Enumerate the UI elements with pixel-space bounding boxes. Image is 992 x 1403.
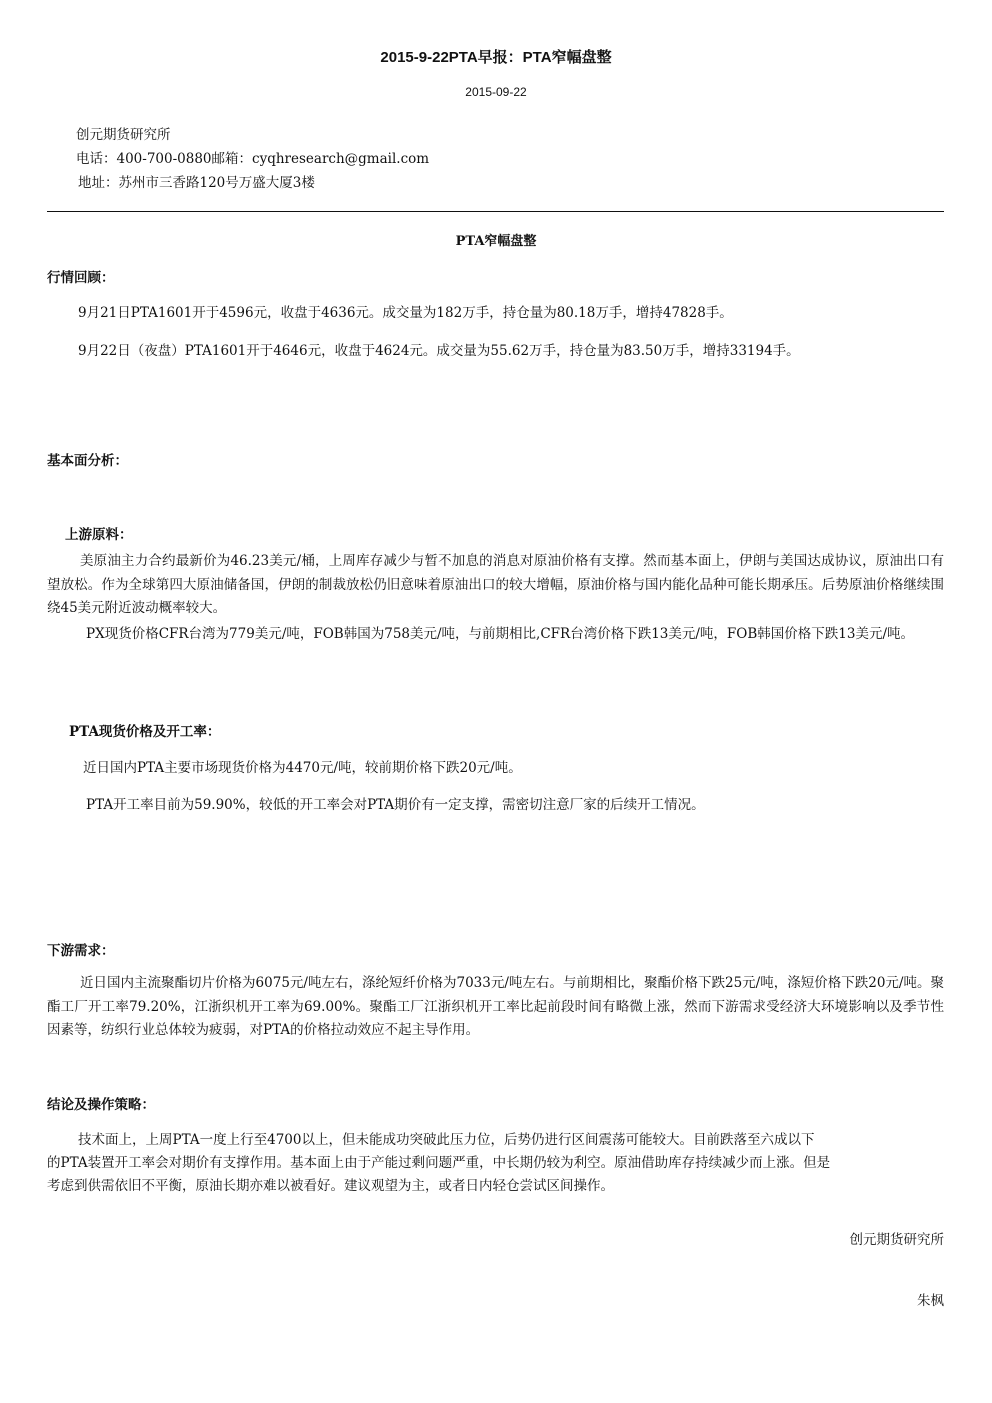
- review-heading: 行情回顾：: [47, 270, 115, 286]
- signature-author: 朱枫: [917, 1293, 944, 1309]
- fundamental-heading: 基本面分析：: [47, 453, 128, 469]
- signature-org: 创元期货研究所: [849, 1232, 944, 1248]
- downstream-paragraph: 近日国内主流聚酯切片价格为6075元/吨左右，涤纶短纤价格为7033元/吨左右。与前期相比，聚酯价格下跌25元/吨，涤短价格下跌20元/吨。聚酯工厂开工率79.20%，江浙织机开工率为69.00%。聚酯工厂江浙织机开工率比起前段时间有略微上涨，然而下游需求受经济大环境影响以及季节性因素等，纺织行业总体较为疲弱，对PTA的价格拉动效应不起主导作用。: [47, 975, 944, 1038]
- upstream-heading: 上游原料：: [65, 527, 133, 543]
- conclusion-line-2: 的PTA装置开工率会对期价有支撑作用。基本面上由于产能过剩问题严重，中长期仍较为利空。原油借助库存持续减少而上涨。但是: [47, 1155, 831, 1171]
- report-title: 2015-9-22PTA早报：PTA窄幅盘整: [380, 49, 612, 66]
- report-date: 2015-09-22: [465, 85, 527, 99]
- spot-paragraph-2: PTA开工率目前为59.90%，较低的开工率会对PTA期价有一定支撑，需密切注意厂家的后续开工情况。: [86, 797, 705, 813]
- contact-line: 电话：400-700-0880邮箱：cyqhresearch@gmail.com: [76, 151, 430, 167]
- conclusion-heading: 结论及操作策略：: [47, 1097, 155, 1113]
- conclusion-line-1: 技术面上，上周PTA一度上行至4700以上，但未能成功突破此压力位，后势仍进行区间震荡可能较大。目前跌落至六成以下: [78, 1132, 815, 1148]
- section-subtitle: PTA窄幅盘整: [455, 234, 537, 249]
- spot-heading: PTA现货价格及开工率：: [69, 724, 221, 740]
- spot-paragraph-1: 近日国内PTA主要市场现货价格为4470元/吨，较前期价格下跌20元/吨。: [83, 760, 522, 776]
- conclusion-line-3: 考虑到供需依旧不平衡，原油长期亦难以被看好。建议观望为主，或者日内轻仓尝试区间操作。: [47, 1178, 614, 1194]
- review-paragraph-2: 9月22日（夜盘）PTA1601开于4646元，收盘于4624元。成交量为55.62万手，持仓量为83.50万手，增持33194手。: [78, 343, 800, 359]
- header-divider: [47, 211, 944, 212]
- review-paragraph-1: 9月21日PTA1601开于4596元，收盘于4636元。成交量为182万手，持仓量为80.18万手，增持47828手。: [78, 305, 733, 321]
- address-line: 地址：苏州市三香路120号万盛大厦3楼: [78, 175, 315, 191]
- upstream-paragraph-1: 美原油主力合约最新价为46.23美元/桶，上周库存减少与暂不加息的消息对原油价格有支撑。然而基本面上，伊朗与美国达成协议，原油出口有望放松。作为全球第四大原油储备国，伊朗的制裁放松仍旧意味着原油出口的较大增幅，原油价格与国内能化品种可能长期承压。后势原油价格继续围绕45美元附近波动概率较大。: [47, 553, 944, 616]
- upstream-paragraph-2: PX现货价格CFR台湾为779美元/吨，FOB韩国为758美元/吨，与前期相比,CFR台湾价格下跌13美元/吨，FOB韩国价格下跌13美元/吨。: [86, 626, 915, 642]
- org-name: 创元期货研究所: [76, 127, 171, 143]
- downstream-heading: 下游需求：: [47, 943, 115, 959]
